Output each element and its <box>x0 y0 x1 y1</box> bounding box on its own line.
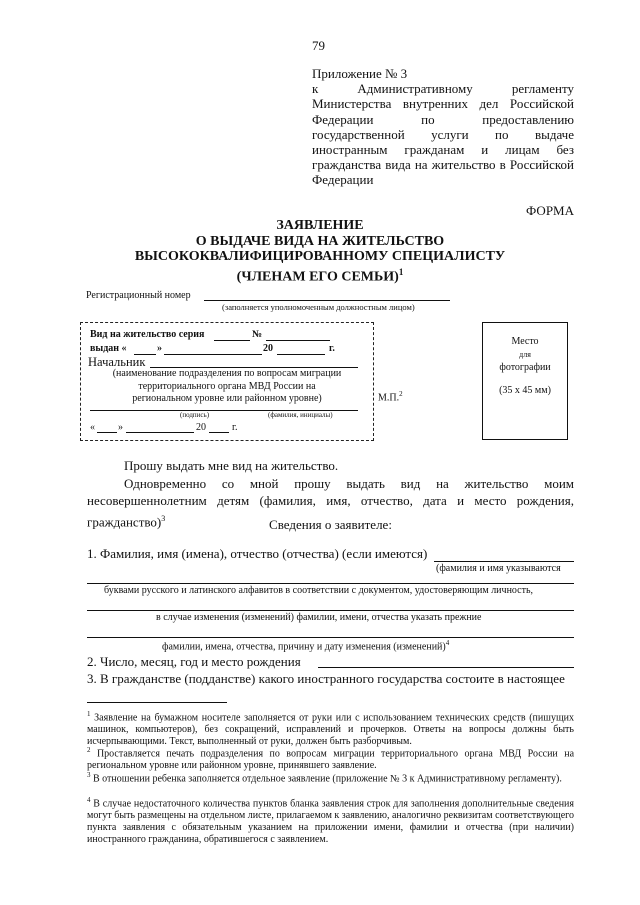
footnote-ref: 4 <box>445 639 450 647</box>
number-label: № <box>252 329 263 340</box>
photo-placeholder: Место для фотографии (35 x 45 мм) <box>482 322 568 440</box>
date-month-field[interactable] <box>126 432 194 433</box>
issued-quote: » <box>157 343 162 354</box>
date-year-prefix: 20 <box>196 422 206 433</box>
annex-line: Приложение № 3 <box>312 66 408 81</box>
issued-year-field[interactable] <box>277 354 325 355</box>
series-label: Вид на жительство серия <box>90 329 205 340</box>
title-line: О ВЫДАЧЕ ВИДА НА ЖИТЕЛЬСТВО <box>195 233 445 249</box>
question-3: 3. В гражданстве (подданстве) какого иностранного государства состоите в настоящее <box>87 671 565 686</box>
section-title: Сведения о заявителе: <box>269 517 392 532</box>
q1-hint: (фамилия и имя указываются <box>436 563 561 574</box>
annex-line: Федерации <box>312 172 374 188</box>
stamp-place: М.П.$^2$ <box>378 390 403 404</box>
q1-hint: в случае изменения (изменений) фамилии, имени, отчества указать прежние <box>156 612 482 623</box>
issued-label: выдан « <box>90 343 127 354</box>
name-field-line-4[interactable] <box>87 637 574 638</box>
name-hint: (фамилия, инициалы) <box>268 411 333 419</box>
footnote-ref: 1 <box>398 266 404 277</box>
issued-year-suffix: г. <box>329 343 335 354</box>
registration-label: Регистрационный номер <box>86 290 191 301</box>
number-field[interactable] <box>266 340 330 341</box>
question-2: 2. Число, месяц, год и место рождения <box>87 654 301 669</box>
annex-line: к Административному регламенту <box>312 81 574 97</box>
date-close-quote: » <box>118 422 123 433</box>
date-year-field[interactable] <box>209 432 229 433</box>
registration-hint: (заполняется уполномоченным должностным лицом) <box>222 302 415 312</box>
footnote-1: $^1$ Заявление на бумажном носителе заполняется от руки или с использованием технических средств (пишущих машинок, компьютеров), без сокращений, исправлений и прочерков. Ответы на вопросы должны быть исчерпывающими. Текст, выполненный от руки, должен быть разборчивым. <box>87 710 574 748</box>
page-number: 79 <box>312 38 325 53</box>
dept-hint: (наименование подразделения по вопросам миграции территориального органа МВД России на региональном уровне или районном уровне) <box>112 368 342 404</box>
annex-line: Федерации по предоставлению <box>312 111 574 127</box>
footnote-3: $^3$ В отношении ребенка заполняется отдельное заявление (приложение № 3 к Административному регламенту). <box>87 771 562 785</box>
footnote-ref: 3 <box>161 513 166 523</box>
footnote-divider <box>87 702 227 703</box>
forma-label: ФОРМА <box>526 203 574 218</box>
registration-number-field[interactable] <box>204 300 450 301</box>
q1-hint: фамилии, имена, отчества, причину и дату изменения (изменений)$^4$ <box>162 639 450 653</box>
annex-line: государственной услуги по выдаче <box>312 126 574 142</box>
annex-line: иностранным гражданам и лицам без <box>312 142 574 158</box>
footnote-2: $^2$ Проставляется печать подразделения по вопросам миграции территориального органа МВД России на региональном уровне или районном уровне, принявшего заявление. <box>87 746 575 772</box>
annex-line: Министерства внутренних дел Российской <box>312 96 574 112</box>
title-line: (ЧЛЕНАМ ЕГО СЕМЬИ)$^1$ <box>236 266 404 285</box>
name-field[interactable] <box>434 561 574 562</box>
date-year-suffix: г. <box>232 422 238 433</box>
question-1: 1. Фамилия, имя (имена), отчество (отчества) (если имеются) <box>87 546 428 561</box>
issued-month-field[interactable] <box>164 354 262 355</box>
document-title <box>60 218 580 285</box>
name-field-line-3[interactable] <box>87 610 574 611</box>
issued-year-prefix: 20 <box>263 343 273 354</box>
title-line: ВЫСОКОКВАЛИФИЦИРОВАННОМУ СПЕЦИАЛИСТУ <box>134 249 506 264</box>
title-line: ЗАЯВЛЕНИЕ <box>276 218 364 233</box>
date-open-quote: « <box>90 422 95 433</box>
series-field[interactable] <box>214 340 250 341</box>
signature-hint: (подпись) <box>180 411 210 419</box>
q1-hint: буквами русского и латинского алфавитов в соответствии с документом, удостоверяющим личность, <box>104 585 534 596</box>
request-paragraph: Прошу выдать мне вид на жительство. Одновременно со мной прошу выдать вид на жительство моим несовершеннолетним детям (фамилия, имя, отчество, дата и место рождения, гражданство)$^3$ <box>87 458 574 529</box>
annex-header <box>312 66 574 188</box>
chief-label: Начальник <box>88 355 146 369</box>
footnote-4: $^4$ В случае недостаточного количества пунктов бланка заявления строк для заполнения дополнительные сведения могут быть размещены на отдельном листе, прилагаемом к заявлению, аналогично реквизитам соответствующего пункта заявления с обязательным указанием на приложении имени, фамилии и отчества (при наличии) иностранного гражданина, обратившегося с заявлением. <box>87 796 574 846</box>
date-day-field[interactable] <box>97 432 117 433</box>
footnote-ref: 2 <box>399 390 403 398</box>
annex-line: гражданства вида на жительство в Российской <box>312 157 574 173</box>
name-field-line-2[interactable] <box>87 583 574 584</box>
birth-field[interactable] <box>318 667 574 668</box>
